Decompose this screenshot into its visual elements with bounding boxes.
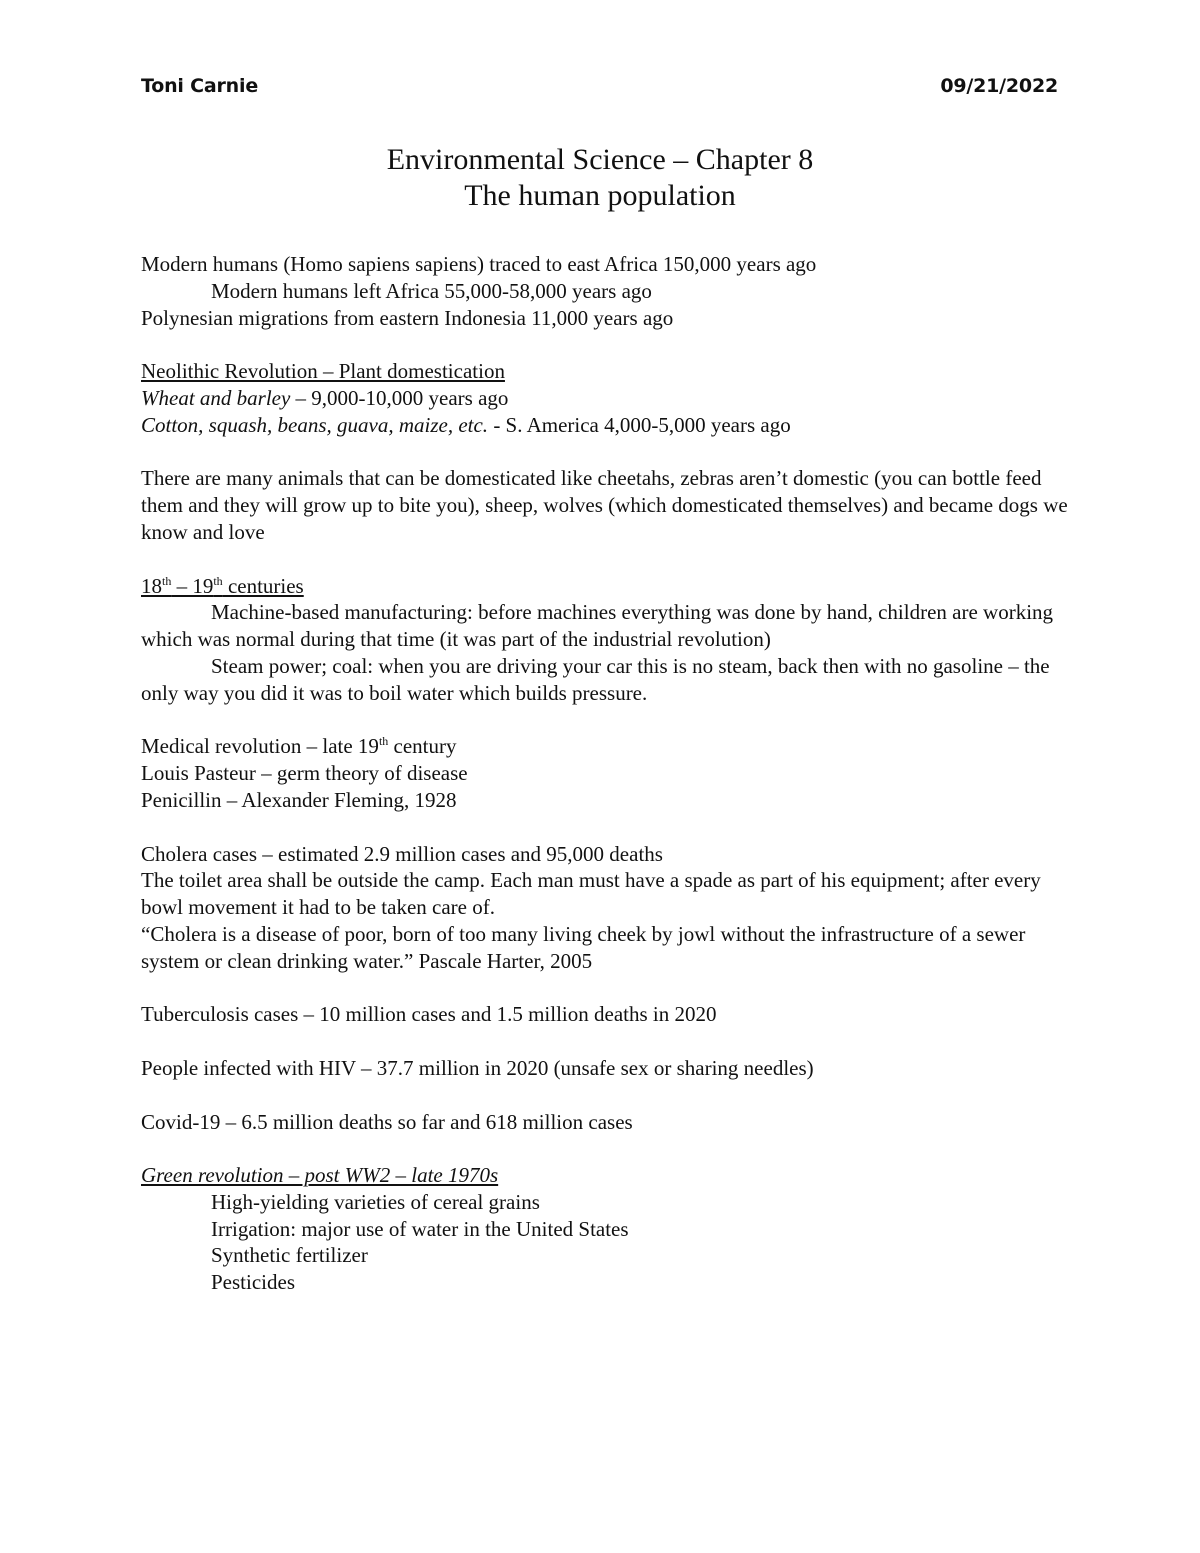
author-name: Toni Carnie — [141, 75, 259, 97]
cholera-quote: “Cholera is a disease of poor, born of too many living cheek by jowl without the infrastructure of a sewer system or clean drinking water.” Pascale Harter, 2005 — [141, 921, 1026, 973]
green-item: Irrigation: major use of water in the United States — [211, 1216, 629, 1241]
neolithic-cotton — [141, 412, 1071, 439]
origins-line-3: Polynesian migrations from eastern Indonesia 11,000 years ago — [141, 305, 674, 330]
heading-part: 18 — [141, 573, 162, 598]
title-line-2: The human population — [464, 179, 736, 212]
heading-part: – 19 — [171, 573, 214, 598]
industrial-heading — [141, 573, 1071, 600]
cholera-line-2: The toilet area shall be outside the camp. Each man must have a spade as part of his equipment; after every bowl movement it had to be taken care of. — [141, 868, 1041, 920]
heading-part: centuries — [222, 573, 304, 598]
title-line-1: Environmental Science – Chapter 8 — [386, 143, 814, 176]
medical-line-1 — [141, 733, 1071, 760]
industrial-heading-text — [141, 574, 304, 598]
heading-sup: th — [213, 573, 223, 588]
wheat-label: Wheat and barley — [141, 385, 291, 410]
green-item: Pesticides — [211, 1270, 295, 1295]
origins-line-2: Modern humans left Africa 55,000-58,000 years ago — [211, 278, 652, 303]
covid-line: Covid-19 – 6.5 million deaths so far and 618 million cases — [141, 1109, 633, 1134]
neolithic-wheat — [141, 385, 1071, 412]
document-title — [0, 142, 1200, 214]
green-item: High-yielding varieties of cereal grains — [211, 1189, 540, 1214]
medical-line-3: Penicillin – Alexander Fleming, 1928 — [141, 787, 457, 812]
wheat-detail: – 9,000-10,000 years ago — [290, 385, 509, 410]
medical-line-2: Louis Pasteur – germ theory of disease — [141, 761, 468, 786]
hiv-line: People infected with HIV – 37.7 million in 2020 (unsafe sex or sharing needles) — [141, 1055, 814, 1080]
animals-paragraph: There are many animals that can be domesticated like cheetahs, zebras aren’t domestic (you can bottle feed them and they will grow up to bite you), sheep, wolves (which domesticated themselves) and became dogs we know and love — [141, 466, 1068, 544]
green-heading-text: Green revolution – post WW2 – late 1970s — [141, 1163, 499, 1188]
medical-part: century — [388, 734, 457, 759]
document-date: 09/21/2022 — [940, 75, 1058, 97]
steam-power: Steam power; coal: when you are driving your car this is no steam, back then with no gasoline – the only way you did it was to boil water which builds pressure. — [141, 653, 1050, 705]
green-heading — [141, 1162, 1071, 1189]
origins-line-1: Modern humans (Homo sapiens sapiens) traced to east Africa 150,000 years ago — [141, 252, 817, 276]
neolithic-heading — [141, 358, 1071, 385]
medical-sup: th — [378, 734, 389, 749]
machine-manufacturing: Machine-based manufacturing: before machines everything was done by hand, children are working which was normal during that time (it was part of the industrial revolution) — [141, 600, 1054, 652]
medical-part: Medical revolution – late 19 — [141, 734, 379, 759]
document-body — [141, 251, 1071, 1296]
cotton-label: Cotton, squash, beans, guava, maize, etc. — [141, 412, 489, 437]
cholera-line-1: Cholera cases – estimated 2.9 million cases and 95,000 deaths — [141, 841, 663, 866]
tuberculosis-line: Tuberculosis cases – 10 million cases and 1.5 million deaths in 2020 — [141, 1002, 717, 1027]
cotton-detail: - S. America 4,000-5,000 years ago — [488, 412, 791, 437]
neolithic-heading-text: Neolithic Revolution – Plant domestication — [141, 359, 505, 384]
green-item: Synthetic fertilizer — [211, 1243, 368, 1268]
heading-sup: th — [162, 573, 172, 588]
